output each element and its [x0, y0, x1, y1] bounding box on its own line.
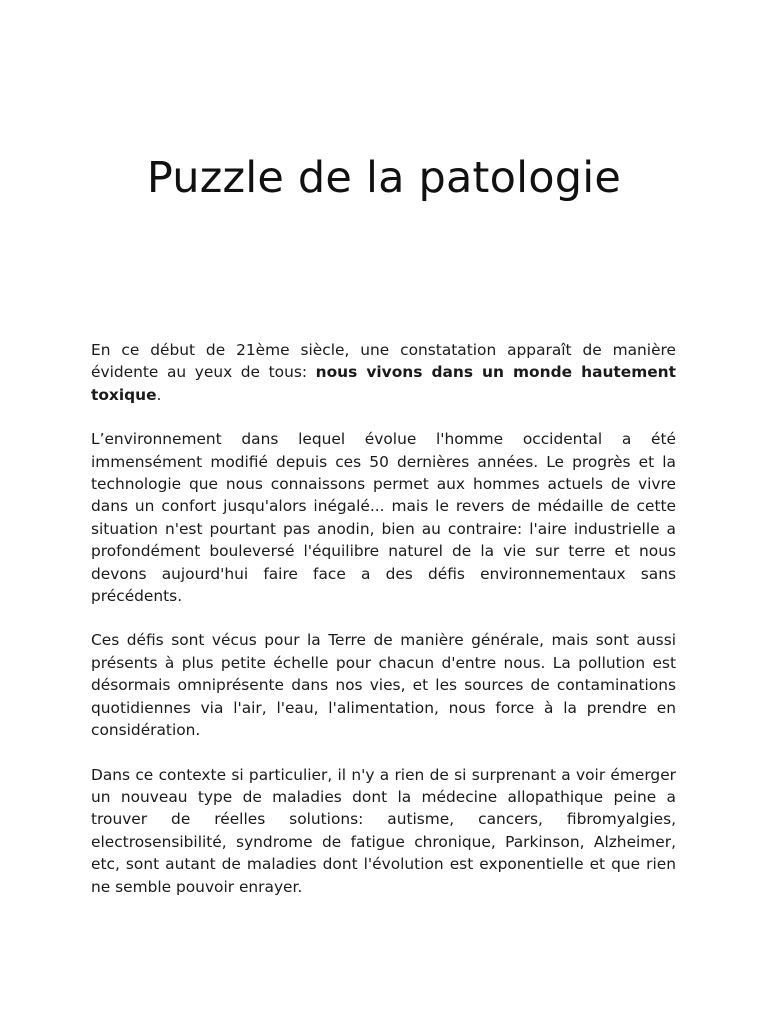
page-title: Puzzle de la patologie [146, 153, 622, 203]
document-body [91, 339, 676, 920]
intro-text-before: En ce début de 21ème siècle, une constatation apparaît de manière évidente au yeux de tous: [91, 341, 676, 382]
paragraph-challenges: Ces défis sont vécus pour la Terre de manière générale, mais sont aussi présents à plus petite échelle pour chacun d'entre nous. La pollution est désormais omniprésente dans nos vies, et les sources de contaminations quotidiennes via l'air, l'eau, l'alimentation, nous force à la prendre en considération. [91, 631, 676, 740]
paragraph-context: Dans ce contexte si particulier, il n'y a rien de si surprenant a voir émerger un nouveau type de maladies dont la médecine allopathique peine a trouver de réelles solutions: autisme, cancers, fibromyalgies, electrosensibilité, syndrome de fatigue chronique, Parkinson, Alzheimer, etc, sont autant de maladies dont l'évolution est exponentielle et que rien ne semble pouvoir enrayer. [91, 765, 676, 896]
paragraph-environment: L’environnement dans lequel évolue l'homme occidental a été immensément modifié depuis ces 50 dernières années. Le progrès et la technologie que nous connaissons permet aux hommes actuels de vivre dans un confort jusqu'alors inégalé... mais le revers de médaille de cette situation n'est pourtant pas anodin, bien au contraire: l'aire industrielle a profondément bouleversé l'équilibre naturel de la vie sur terre et nous devons aujourd'hui faire face a des défis environnementaux sans précédents. [91, 430, 676, 606]
paragraph-intro [91, 339, 676, 406]
intro-bold-text: nous vivons dans un monde hautement toxique [91, 363, 676, 404]
intro-text-after: . [156, 385, 162, 404]
